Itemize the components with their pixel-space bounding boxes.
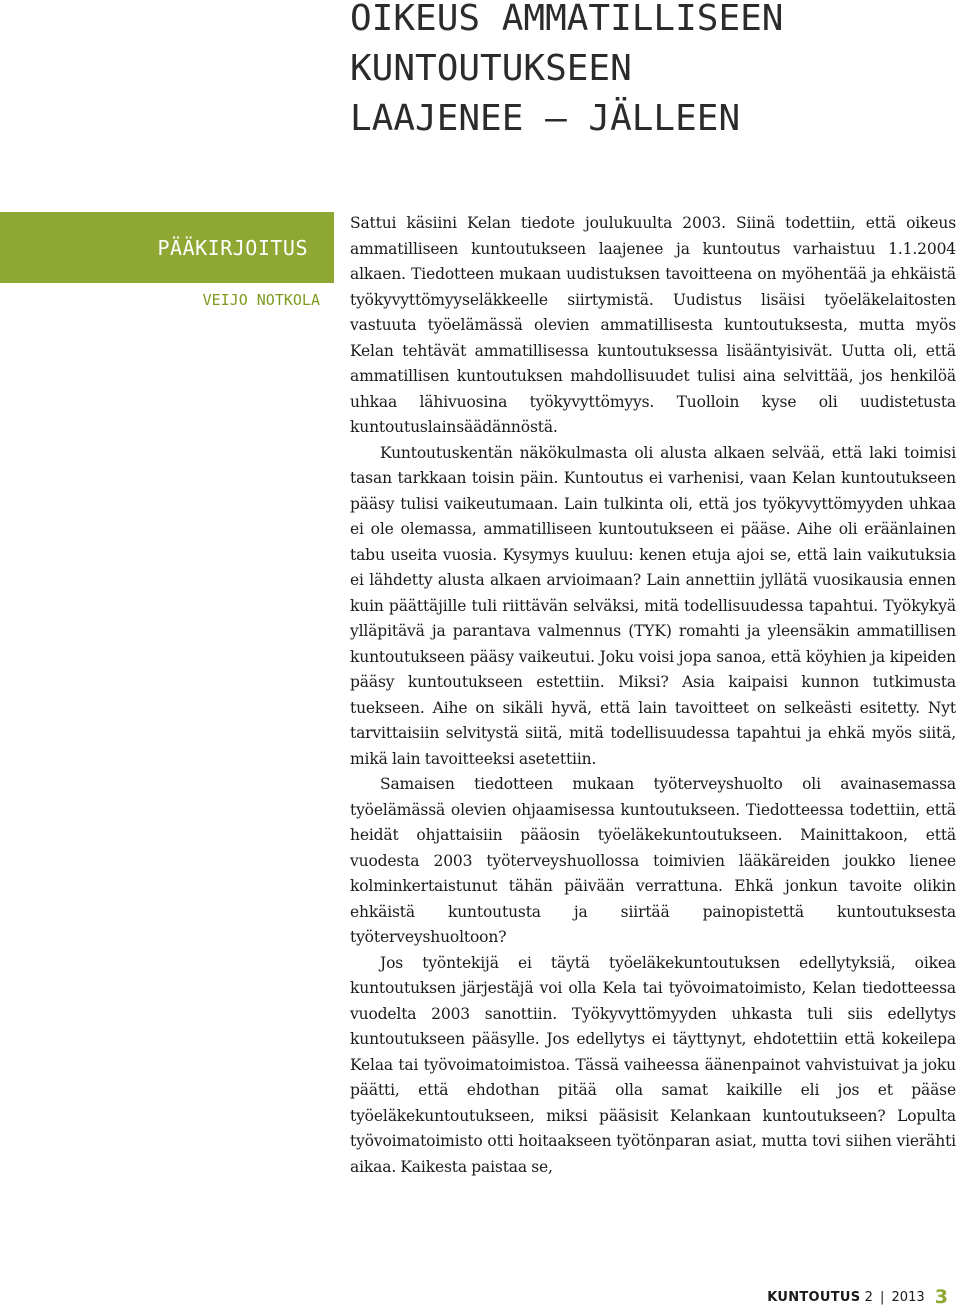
paragraph-1: Sattui käsiini Kelan tiedote joulukuulta 2003. Siinä todettiin, että oikeus ammatilliseen kuntoutukseen laajenee ja kuntoutus varhaistuu 1.1.2004 alkaen. Tiedotteen mukaan uudistuksen tavoitteena on myöhentää ja ehkäistä työkyvyttömyyseläkkeelle siirtymistä. Uudistus lisäisi työeläkelaitosten vastuuta työelämässä olevien ammatillisesta kuntoutuksesta, mutta myös Kelan tehtävät ammatillisessa kuntoutuksessa lisääntyisivät. Uutta oli, että ammatillisen kuntoutuksen mahdollisuudet tulisi aina selvittää, jos henkilöä uhkaa lähivuosina työkyvyttömyys. Tuolloin kyse oli uudistetusta kuntoutuslainsäädännöstä. (350, 214, 956, 436)
paragraph-4: Jos työntekijä ei täytä työeläkekuntoutuksen edellytyksiä, oikea kuntoutuksen järjestäjä voi olla Kela tai työvoimatoimisto, Kelan tiedotteessa vuodelta 2003 sanottiin. Työkyvyttömyyden uhkasta tuli siis edellytys kuntoutukseen pääsylle. Jos edellytys ei täyttynyt, ehdotettiin että kokeilepa Kelaa tai työvoimatoimistoa. Tässä vaiheessa äänenpainot vahvistuivat ja joku päätti, että ehdothan pitää olla samat kaikille eli jos et pääse työeläkekuntoutukseen, miksi pääsisit Kelankaan kuntoutukseen? Lopulta työvoimatoimisto otti hoitaakseen työtönparan asiat, mutta tovi siihen vierähti aikaa. Kaikesta paistaa se, (350, 953, 956, 1176)
title-line-1: OIKEUS AMMATILLISEEN (350, 0, 784, 39)
paragraph-2: Kuntoutuskentän näkökulmasta oli alusta alkaen selvää, että laki toimisi tasan tarkkaan toisin päin. Kuntoutus ei varhenisi, vaan Kelan kuntoutukseen pääsy tulisi vaikeutumaan. Lain tulkinta oli, että jos työkyvyttömyyden uhkaa ei ole olemassa, ammatilliseen kuntoutukseen ei pääse. Aihe oli eräänlainen tabu useita vuosia. Kysymys kuuluu: kenen etuja ajoi se, että lain vaikutuksia ei lähdetty alusta alkaen arvioimaan? Lain annettiin jyllätä vuosikausia ennen kuin päättäjille tuli riittävän selväksi, mitä todellisuudessa tapahtui. Työkykyä ylläpitävä ja parantava valmennus (TYK) romahti ja yleensäkin ammatillisen kuntoutukseen pääsy vaikeutui. Joku voisi jopa sanoa, että köyhien ja kipeiden pääsy kuntoutukseen estettiin. Miksi? Asia kaipaisi kunnon tutkimusta tuekseen. Aihe on sikäli hyvä, että lain tavoitteet on selkeästi esitetty. Nyt tarvittaisiin selvitystä siitä, mitä todellisuudessa tapahtui ja ehkä myös siitä, mikä lain tavoitteeksi asetettiin. (350, 443, 956, 768)
title-line-3: LAAJENEE – JÄLLEEN (350, 98, 741, 139)
section-label: PÄÄKIRJOITUS (157, 236, 308, 260)
title-line-2: KUNTOUTUKSEEN (350, 48, 632, 89)
page-footer (767, 1287, 948, 1308)
paragraph-3: Samaisen tiedotteen mukaan työterveyshuolto oli avainasemassa työelämässä olevien ohjaamisessa kuntoutukseen. Tiedotteessa todettiin, että heidät ohjattaisiin pääosin työeläkekuntoutukseen. Mainittakoon, että vuodesta 2003 työterveyshuollossa toimivien lääkäreiden joukko lienee kolminkertaistunut tähän päivään verrattuna. Ehkä jonkun tavoite olikin ehkäistä kuntoutusta ja siirtää painopistettä kuntoutuksesta työterveyshuoltoon? (350, 775, 956, 946)
footer-separator: | (880, 1290, 885, 1305)
article-body (350, 211, 956, 1180)
section-banner (0, 212, 334, 283)
magazine-name: KUNTOUTUS (767, 1290, 861, 1305)
author-name: VEIJO NOTKOLA (202, 291, 320, 309)
issue-year: 2013 (891, 1290, 925, 1305)
article-title (350, 0, 950, 144)
issue-number: 2 (864, 1290, 873, 1305)
page-number: 3 (934, 1286, 948, 1308)
